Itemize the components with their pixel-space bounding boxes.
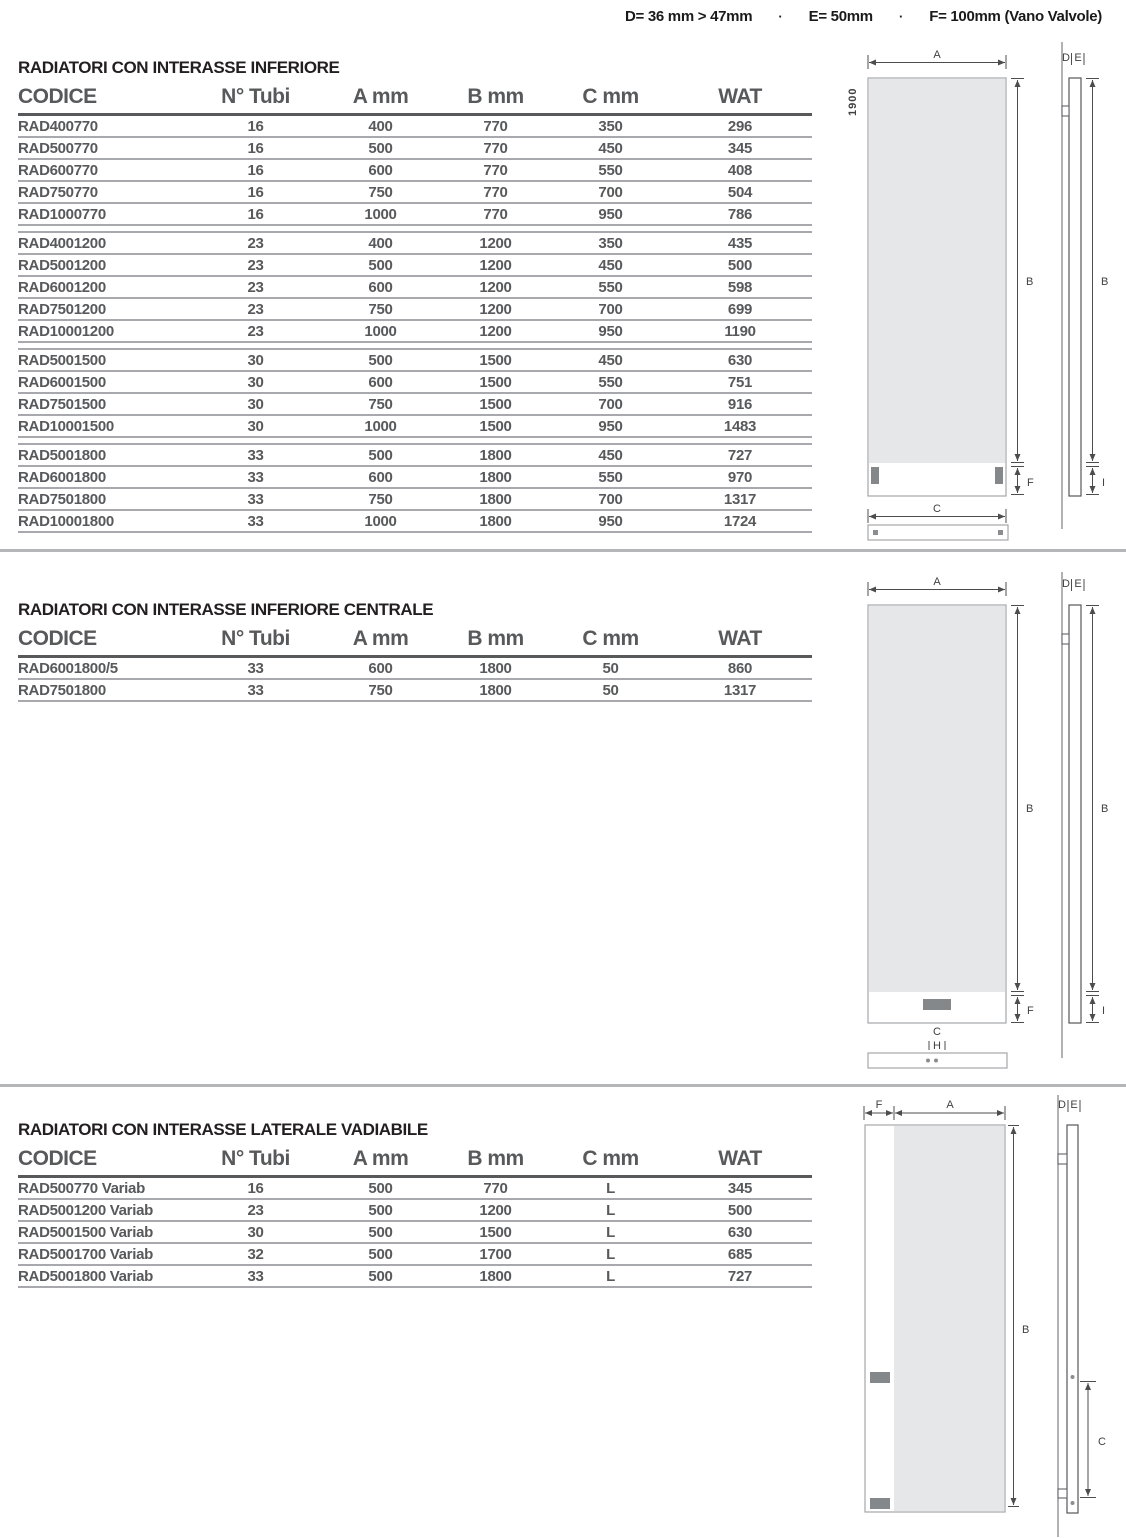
- cell-wat: 699: [727, 300, 753, 318]
- cell-n-tubi: 23: [247, 1201, 264, 1219]
- cell-a-mm: 500: [368, 446, 393, 464]
- cell-c-mm: 50: [602, 681, 619, 699]
- cell-wat: 685: [727, 1245, 753, 1263]
- spec-header: [625, 8, 1102, 25]
- cell-codice: RAD750770: [18, 183, 98, 201]
- dim-label-side-b: B: [1101, 276, 1109, 288]
- cell-c-mm: 550: [598, 278, 623, 296]
- diagram-interasse-inferiore-centrale: [840, 572, 1122, 1072]
- cell-codice: RAD7501200: [18, 300, 106, 318]
- dim-label-f: F: [1027, 477, 1034, 489]
- cell-c-mm: L: [606, 1267, 615, 1285]
- section-title: RADIATORI CON INTERASSE LATERALE VADIABILE: [18, 1120, 428, 1139]
- cell-b-mm: 770: [483, 161, 508, 179]
- cell-c-mm: 700: [598, 490, 623, 508]
- column-header-codice: CODICE: [18, 627, 97, 650]
- cell-wat: 500: [727, 256, 753, 274]
- table-header: [18, 1147, 812, 1178]
- cell-c-mm: 700: [598, 183, 623, 201]
- cell-c-mm: L: [606, 1223, 615, 1241]
- cell-wat: 504: [727, 183, 753, 201]
- table-row: [18, 394, 812, 416]
- cell-a-mm: 600: [368, 468, 393, 486]
- row-group: [18, 443, 812, 533]
- column-header-wat: WAT: [718, 627, 762, 650]
- cell-a-mm: 750: [368, 300, 393, 318]
- section-title: RADIATORI CON INTERASSE INFERIORE: [18, 58, 340, 77]
- table-row: [18, 233, 812, 255]
- cell-a-mm: 500: [368, 351, 393, 369]
- cell-c-mm: 700: [598, 395, 623, 413]
- cell-b-mm: 1800: [479, 468, 512, 486]
- cell-codice: RAD500770: [18, 139, 98, 157]
- cell-wat: 296: [727, 117, 753, 135]
- dim-label-b: B: [1022, 1324, 1030, 1336]
- cell-codice: RAD6001800: [18, 468, 106, 486]
- column-header-b-mm: B mm: [467, 627, 524, 650]
- cell-b-mm: 1800: [479, 659, 512, 677]
- column-header-b-mm: B mm: [467, 85, 524, 108]
- cell-c-mm: 950: [598, 512, 623, 530]
- table-row: [18, 138, 812, 160]
- dim-label-a: A: [933, 576, 941, 588]
- bracket-hole-right: [998, 530, 1003, 535]
- table-row: [18, 680, 812, 702]
- cell-b-mm: 770: [483, 183, 508, 201]
- height-label-1900: 1900: [847, 87, 859, 116]
- section-divider: [0, 1084, 1126, 1087]
- dim-label-b: B: [1026, 276, 1034, 288]
- table-row: [18, 1266, 812, 1288]
- cell-wat: 786: [727, 205, 753, 223]
- cell-b-mm: 770: [483, 139, 508, 157]
- bullet-separator: ·: [778, 9, 783, 24]
- cell-a-mm: 500: [368, 1223, 393, 1241]
- cell-wat: 1190: [724, 322, 756, 340]
- cell-c-mm: L: [606, 1201, 615, 1219]
- cell-a-mm: 750: [368, 681, 393, 699]
- cell-codice: RAD10001800: [18, 512, 114, 530]
- dim-label-side-b: B: [1101, 803, 1109, 815]
- table-body: [18, 1178, 812, 1288]
- cell-b-mm: 1800: [479, 490, 512, 508]
- cell-c-mm: L: [606, 1179, 615, 1197]
- cell-wat: 1317: [723, 490, 757, 508]
- table-row: [18, 511, 812, 533]
- connection-mark-upper: [870, 1372, 890, 1383]
- cell-c-mm: 950: [598, 322, 623, 340]
- table-body: [18, 116, 812, 533]
- cell-b-mm: 770: [483, 1179, 508, 1197]
- cell-c-mm: 950: [598, 205, 623, 223]
- dim-label-d: D: [1058, 1099, 1066, 1111]
- cell-codice: RAD5001500 Variab: [18, 1223, 153, 1241]
- cell-c-mm: 50: [602, 659, 619, 677]
- column-header-a-mm: A mm: [352, 627, 409, 650]
- cell-n-tubi: 33: [247, 468, 264, 486]
- table-row: [18, 350, 812, 372]
- cell-n-tubi: 16: [247, 117, 264, 135]
- wall-bracket: [1062, 634, 1069, 644]
- cell-n-tubi: 16: [247, 161, 264, 179]
- dim-label-i: I: [1102, 1005, 1106, 1017]
- cell-a-mm: 500: [368, 1201, 393, 1219]
- column-header-wat: WAT: [718, 85, 762, 108]
- cell-b-mm: 1500: [479, 351, 512, 369]
- cell-n-tubi: 16: [247, 139, 264, 157]
- row-group: [18, 231, 812, 343]
- cell-b-mm: 770: [483, 205, 508, 223]
- cell-n-tubi: 30: [247, 351, 264, 369]
- cell-n-tubi: 32: [247, 1245, 264, 1263]
- cell-n-tubi: 16: [247, 183, 264, 201]
- radiator-front-body: [869, 79, 1005, 463]
- cell-n-tubi: 23: [247, 278, 264, 296]
- cell-codice: RAD7501500: [18, 395, 106, 413]
- column-header-c-mm: C mm: [582, 1147, 639, 1170]
- cell-codice: RAD5001800: [18, 446, 106, 464]
- table-header: [18, 627, 812, 658]
- cell-c-mm: 450: [598, 139, 623, 157]
- cell-codice: RAD7501800: [18, 490, 106, 508]
- cell-n-tubi: 23: [247, 322, 264, 340]
- table-header: [18, 85, 812, 116]
- wall-bracket-bottom: [1058, 1489, 1067, 1498]
- cell-codice: RAD6001200: [18, 278, 106, 296]
- cell-codice: RAD6001500: [18, 373, 106, 391]
- cell-a-mm: 600: [368, 278, 393, 296]
- column-header-codice: CODICE: [18, 85, 97, 108]
- cell-a-mm: 750: [368, 395, 393, 413]
- column-header-codice: CODICE: [18, 1147, 97, 1170]
- section-title: RADIATORI CON INTERASSE INFERIORE CENTRALE: [18, 600, 434, 619]
- column-header-b-mm: B mm: [467, 1147, 524, 1170]
- column-header-a-mm: A mm: [352, 85, 409, 108]
- cell-codice: RAD5001500: [18, 351, 106, 369]
- dim-label-i: I: [1102, 477, 1106, 489]
- cell-codice: RAD600770: [18, 161, 98, 179]
- cell-b-mm: 1700: [479, 1245, 512, 1263]
- table-row: [18, 467, 812, 489]
- cell-n-tubi: 23: [247, 300, 264, 318]
- table-row: [18, 321, 812, 343]
- cell-b-mm: 1500: [479, 395, 512, 413]
- cell-wat: 860: [727, 659, 753, 677]
- cell-wat: 630: [727, 1223, 753, 1241]
- cell-a-mm: 1000: [364, 512, 397, 530]
- cell-a-mm: 600: [368, 161, 393, 179]
- bullet-separator: ·: [899, 9, 904, 24]
- cell-wat: 727: [727, 1267, 753, 1285]
- cell-wat: 1724: [723, 512, 757, 530]
- cell-n-tubi: 33: [247, 446, 264, 464]
- cell-codice: RAD4001200: [18, 234, 106, 252]
- cell-c-mm: 950: [598, 417, 623, 435]
- connection-dot-lower: [1071, 1501, 1075, 1505]
- column-header-c-mm: C mm: [582, 627, 639, 650]
- cell-wat: 435: [727, 234, 753, 252]
- cell-n-tubi: 30: [247, 417, 264, 435]
- cell-n-tubi: 30: [247, 373, 264, 391]
- table-row: [18, 1178, 812, 1200]
- cell-b-mm: 1200: [479, 278, 512, 296]
- section-interasse-laterale-variabile: [18, 1120, 812, 1288]
- diagram-interasse-laterale-variabile: [840, 1095, 1126, 1538]
- radiator-side-profile: [1069, 78, 1081, 496]
- cell-b-mm: 1500: [479, 1223, 512, 1241]
- cell-codice: RAD5001200 Variab: [18, 1201, 153, 1219]
- radiator-front-body: [869, 606, 1005, 992]
- cell-codice: RAD500770 Variab: [18, 1179, 145, 1197]
- cell-b-mm: 1800: [479, 681, 512, 699]
- cell-b-mm: 1200: [479, 300, 512, 318]
- table-row: [18, 658, 812, 680]
- cell-a-mm: 400: [368, 117, 393, 135]
- cell-wat: 1317: [723, 681, 757, 699]
- cell-b-mm: 1200: [479, 322, 512, 340]
- cell-codice: RAD10001200: [18, 322, 114, 340]
- cell-c-mm: 450: [598, 256, 623, 274]
- cell-n-tubi: 16: [247, 1179, 264, 1197]
- dim-label-e: E: [1070, 1099, 1078, 1111]
- cell-n-tubi: 30: [247, 395, 264, 413]
- cell-b-mm: 1200: [479, 234, 512, 252]
- cell-c-mm: 350: [598, 234, 623, 252]
- dim-label-a: A: [933, 49, 941, 61]
- column-header-n-tubi: N° Tubi: [221, 85, 290, 108]
- dim-label-e: E: [1074, 52, 1082, 64]
- dim-label-a: A: [946, 1099, 954, 1111]
- connection-mark-right: [995, 467, 1003, 484]
- wall-bracket-top: [1058, 1154, 1067, 1164]
- row-group: [18, 348, 812, 438]
- cell-n-tubi: 33: [247, 681, 264, 699]
- row-group: [18, 658, 812, 702]
- dim-label-f: F: [1027, 1005, 1034, 1017]
- spec-d: D= 36 mm > 47mm: [625, 8, 753, 25]
- cell-a-mm: 500: [368, 1179, 393, 1197]
- dim-label-c: C: [1098, 1436, 1106, 1448]
- cell-a-mm: 500: [368, 1267, 393, 1285]
- cell-b-mm: 1200: [479, 256, 512, 274]
- connection-mark-lower: [870, 1498, 890, 1509]
- cell-codice: RAD6001800/5: [18, 659, 118, 677]
- cell-c-mm: 450: [598, 446, 623, 464]
- cell-c-mm: L: [606, 1245, 615, 1263]
- cell-c-mm: 450: [598, 351, 623, 369]
- table-row: [18, 372, 812, 394]
- wall-bracket: [1062, 106, 1069, 116]
- table-body: [18, 658, 812, 702]
- table-row: [18, 416, 812, 438]
- cell-wat: 598: [727, 278, 753, 296]
- radiator-side-profile: [1069, 605, 1081, 1023]
- diagram-interasse-inferiore: [840, 42, 1122, 548]
- cell-b-mm: 1200: [479, 1201, 512, 1219]
- dim-label-e: E: [1074, 578, 1082, 590]
- cell-a-mm: 1000: [364, 322, 397, 340]
- cell-a-mm: 500: [368, 1245, 393, 1263]
- cell-n-tubi: 33: [247, 512, 264, 530]
- cell-a-mm: 500: [368, 256, 393, 274]
- cell-codice: RAD400770: [18, 117, 98, 135]
- table-row: [18, 299, 812, 321]
- cell-wat: 500: [727, 1201, 753, 1219]
- cell-n-tubi: 33: [247, 1267, 264, 1285]
- cell-n-tubi: 30: [247, 1223, 264, 1241]
- cell-b-mm: 1500: [479, 417, 512, 435]
- cell-n-tubi: 23: [247, 234, 264, 252]
- cell-n-tubi: 23: [247, 256, 264, 274]
- radiator-side-profile: [1067, 1125, 1078, 1513]
- dim-label-b: B: [1026, 803, 1034, 815]
- table-row: [18, 1200, 812, 1222]
- cell-codice: RAD10001500: [18, 417, 114, 435]
- connection-mark-center: [923, 999, 951, 1010]
- cell-wat: 345: [727, 1179, 753, 1197]
- cell-codice: RAD1000770: [18, 205, 106, 223]
- cell-codice: RAD7501800: [18, 681, 106, 699]
- cell-c-mm: 550: [598, 373, 623, 391]
- cell-codice: RAD5001700 Variab: [18, 1245, 153, 1263]
- cell-b-mm: 1800: [479, 1267, 512, 1285]
- connection-mark-left: [871, 467, 879, 484]
- cell-a-mm: 750: [368, 490, 393, 508]
- column-header-wat: WAT: [718, 1147, 762, 1170]
- bracket-hole-right: [934, 1059, 938, 1063]
- cell-a-mm: 400: [368, 234, 393, 252]
- cell-c-mm: 550: [598, 161, 623, 179]
- radiator-front-body: [894, 1126, 1004, 1511]
- cell-a-mm: 500: [368, 139, 393, 157]
- column-header-a-mm: A mm: [352, 1147, 409, 1170]
- cell-wat: 345: [727, 139, 753, 157]
- table-row: [18, 445, 812, 467]
- cell-c-mm: 350: [598, 117, 623, 135]
- table-row: [18, 1244, 812, 1266]
- spec-f: F= 100mm (Vano Valvole): [929, 8, 1102, 25]
- cell-a-mm: 600: [368, 659, 393, 677]
- cell-wat: 751: [727, 373, 753, 391]
- cell-n-tubi: 33: [247, 659, 264, 677]
- table-row: [18, 182, 812, 204]
- cell-c-mm: 700: [598, 300, 623, 318]
- dim-label-h: H: [933, 1040, 941, 1052]
- cell-a-mm: 750: [368, 183, 393, 201]
- column-header-n-tubi: N° Tubi: [221, 627, 290, 650]
- section-interasse-inferiore: [18, 58, 812, 533]
- cell-wat: 408: [727, 161, 753, 179]
- table-row: [18, 160, 812, 182]
- cell-n-tubi: 33: [247, 490, 264, 508]
- column-header-n-tubi: N° Tubi: [221, 1147, 290, 1170]
- table-row: [18, 116, 812, 138]
- dim-label-f: F: [875, 1099, 883, 1111]
- dim-label-d: D: [1062, 52, 1070, 64]
- column-header-c-mm: C mm: [582, 85, 639, 108]
- cell-wat: 916: [727, 395, 753, 413]
- section-divider: [0, 549, 1126, 552]
- table-row: [18, 255, 812, 277]
- cell-n-tubi: 16: [247, 205, 264, 223]
- cell-codice: RAD5001200: [18, 256, 106, 274]
- dim-label-c: C: [933, 1026, 941, 1038]
- table-row: [18, 489, 812, 511]
- bracket-hole-left: [873, 530, 878, 535]
- bracket-hole-left: [926, 1059, 930, 1063]
- cell-a-mm: 1000: [364, 205, 397, 223]
- connection-dot-upper: [1071, 1375, 1075, 1379]
- cell-a-mm: 1000: [364, 417, 397, 435]
- dim-label-c: C: [933, 503, 941, 515]
- cell-wat: 970: [727, 468, 753, 486]
- cell-a-mm: 600: [368, 373, 393, 391]
- row-group: [18, 1178, 812, 1288]
- table-row: [18, 277, 812, 299]
- bottom-bracket-bar: [868, 525, 1008, 540]
- cell-wat: 727: [727, 446, 753, 464]
- cell-c-mm: 550: [598, 468, 623, 486]
- cell-wat: 630: [727, 351, 753, 369]
- table-row: [18, 1222, 812, 1244]
- cell-b-mm: 770: [483, 117, 508, 135]
- cell-b-mm: 1800: [479, 446, 512, 464]
- row-group: [18, 116, 812, 226]
- cell-codice: RAD5001800 Variab: [18, 1267, 153, 1285]
- cell-wat: 1483: [723, 417, 757, 435]
- section-interasse-inferiore-centrale: [18, 600, 812, 702]
- table-row: [18, 204, 812, 226]
- cell-b-mm: 1500: [479, 373, 512, 391]
- dim-label-d: D: [1062, 578, 1070, 590]
- spec-e: E= 50mm: [808, 8, 873, 25]
- cell-b-mm: 1800: [479, 512, 512, 530]
